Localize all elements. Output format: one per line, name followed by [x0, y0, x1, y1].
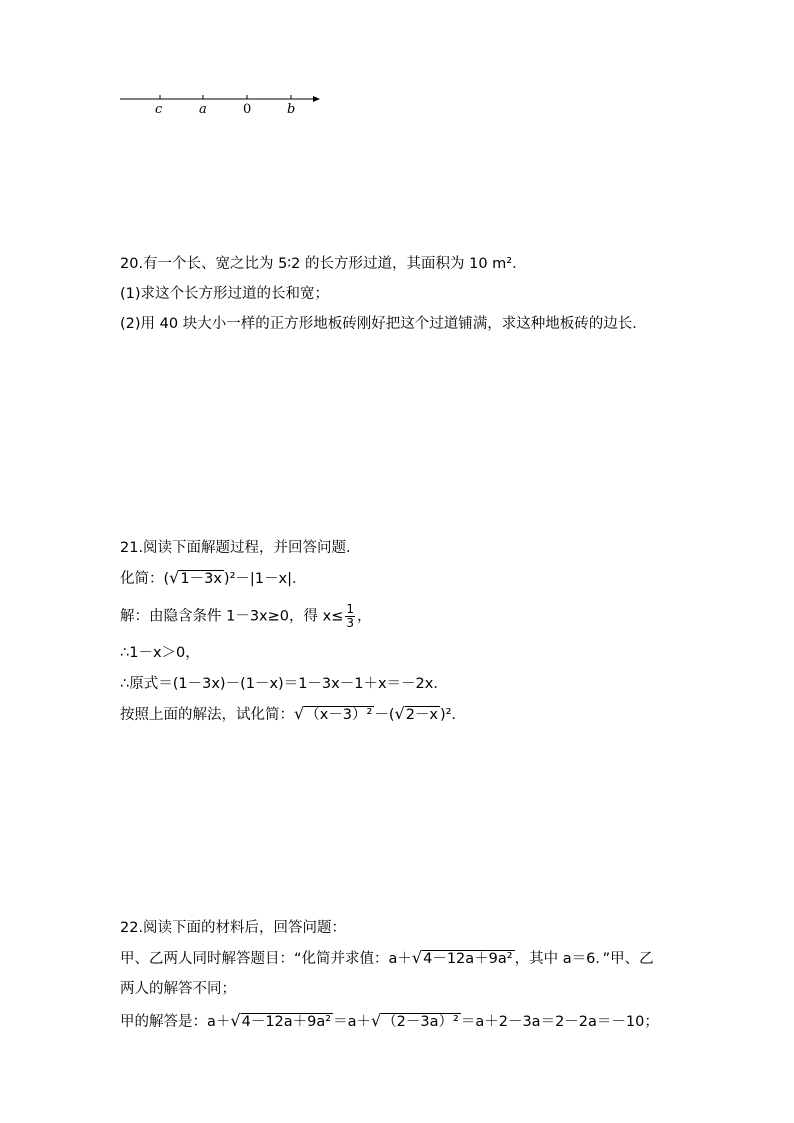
- number-line-label-b: b: [287, 102, 296, 117]
- number-line-label-c: c: [155, 102, 163, 117]
- q21-therefore-1: ∴1－x＞0，: [120, 645, 200, 661]
- q22-title: 22.阅读下面的材料后，回答问题：: [120, 920, 347, 936]
- q22-problem-cont: 两人的解答不同；: [120, 981, 236, 997]
- q20-part1: (1)求这个长方形过道的长和宽；: [120, 286, 330, 302]
- q22-jia-solution: 甲的解答是：a＋√4－12a＋9a² ＝a＋√（2－3a）² ＝a＋2－3a＝2－2a＝－10；: [120, 1011, 659, 1030]
- number-line-label-a: a: [199, 102, 207, 117]
- sqrt-expression: √4－12a＋9a²: [411, 948, 513, 967]
- q21-expression: 化简：(√1－3x )²－|1－x|．: [120, 568, 307, 587]
- sqrt-expression: √2－x: [394, 704, 439, 723]
- number-line-label-zero: 0: [243, 102, 252, 117]
- sqrt-expression: √（2－3a）²: [370, 1011, 459, 1030]
- fraction-one-third: $\frac{1}{3}$: [346, 602, 354, 630]
- q21-therefore-2: ∴原式＝(1－3x)－(1－x)＝1－3x－1＋x＝－2x．: [120, 676, 448, 692]
- q21-solution-line: 解：由隐含条件 1－3x≥0，得 x≤ $\frac{1}{3}$ ，: [120, 602, 372, 630]
- q22-problem: 甲、乙两人同时解答题目：“化简并求值：a＋√4－12a＋9a² ，其中 a＝6．”甲、乙: [120, 948, 654, 967]
- q20-stem: 20.有一个长、宽之比为 5∶2 的长方形过道，其面积为 10 m²．: [120, 256, 527, 272]
- q21-title: 21.阅读下面解题过程，并回答问题．: [120, 540, 361, 556]
- sqrt-expression: √4－12a＋9a²: [230, 1011, 332, 1030]
- q20-part2: (2)用 40 块大小一样的正方形地板砖刚好把这个过道铺满，求这种地板砖的边长．: [120, 316, 647, 332]
- sqrt-expression: √1－3x: [169, 568, 222, 587]
- q21-task: 按照上面的解法，试化简：√（x－3）² －(√2－x )²．: [120, 704, 466, 723]
- sqrt-expression: √（x－3）²: [294, 704, 373, 723]
